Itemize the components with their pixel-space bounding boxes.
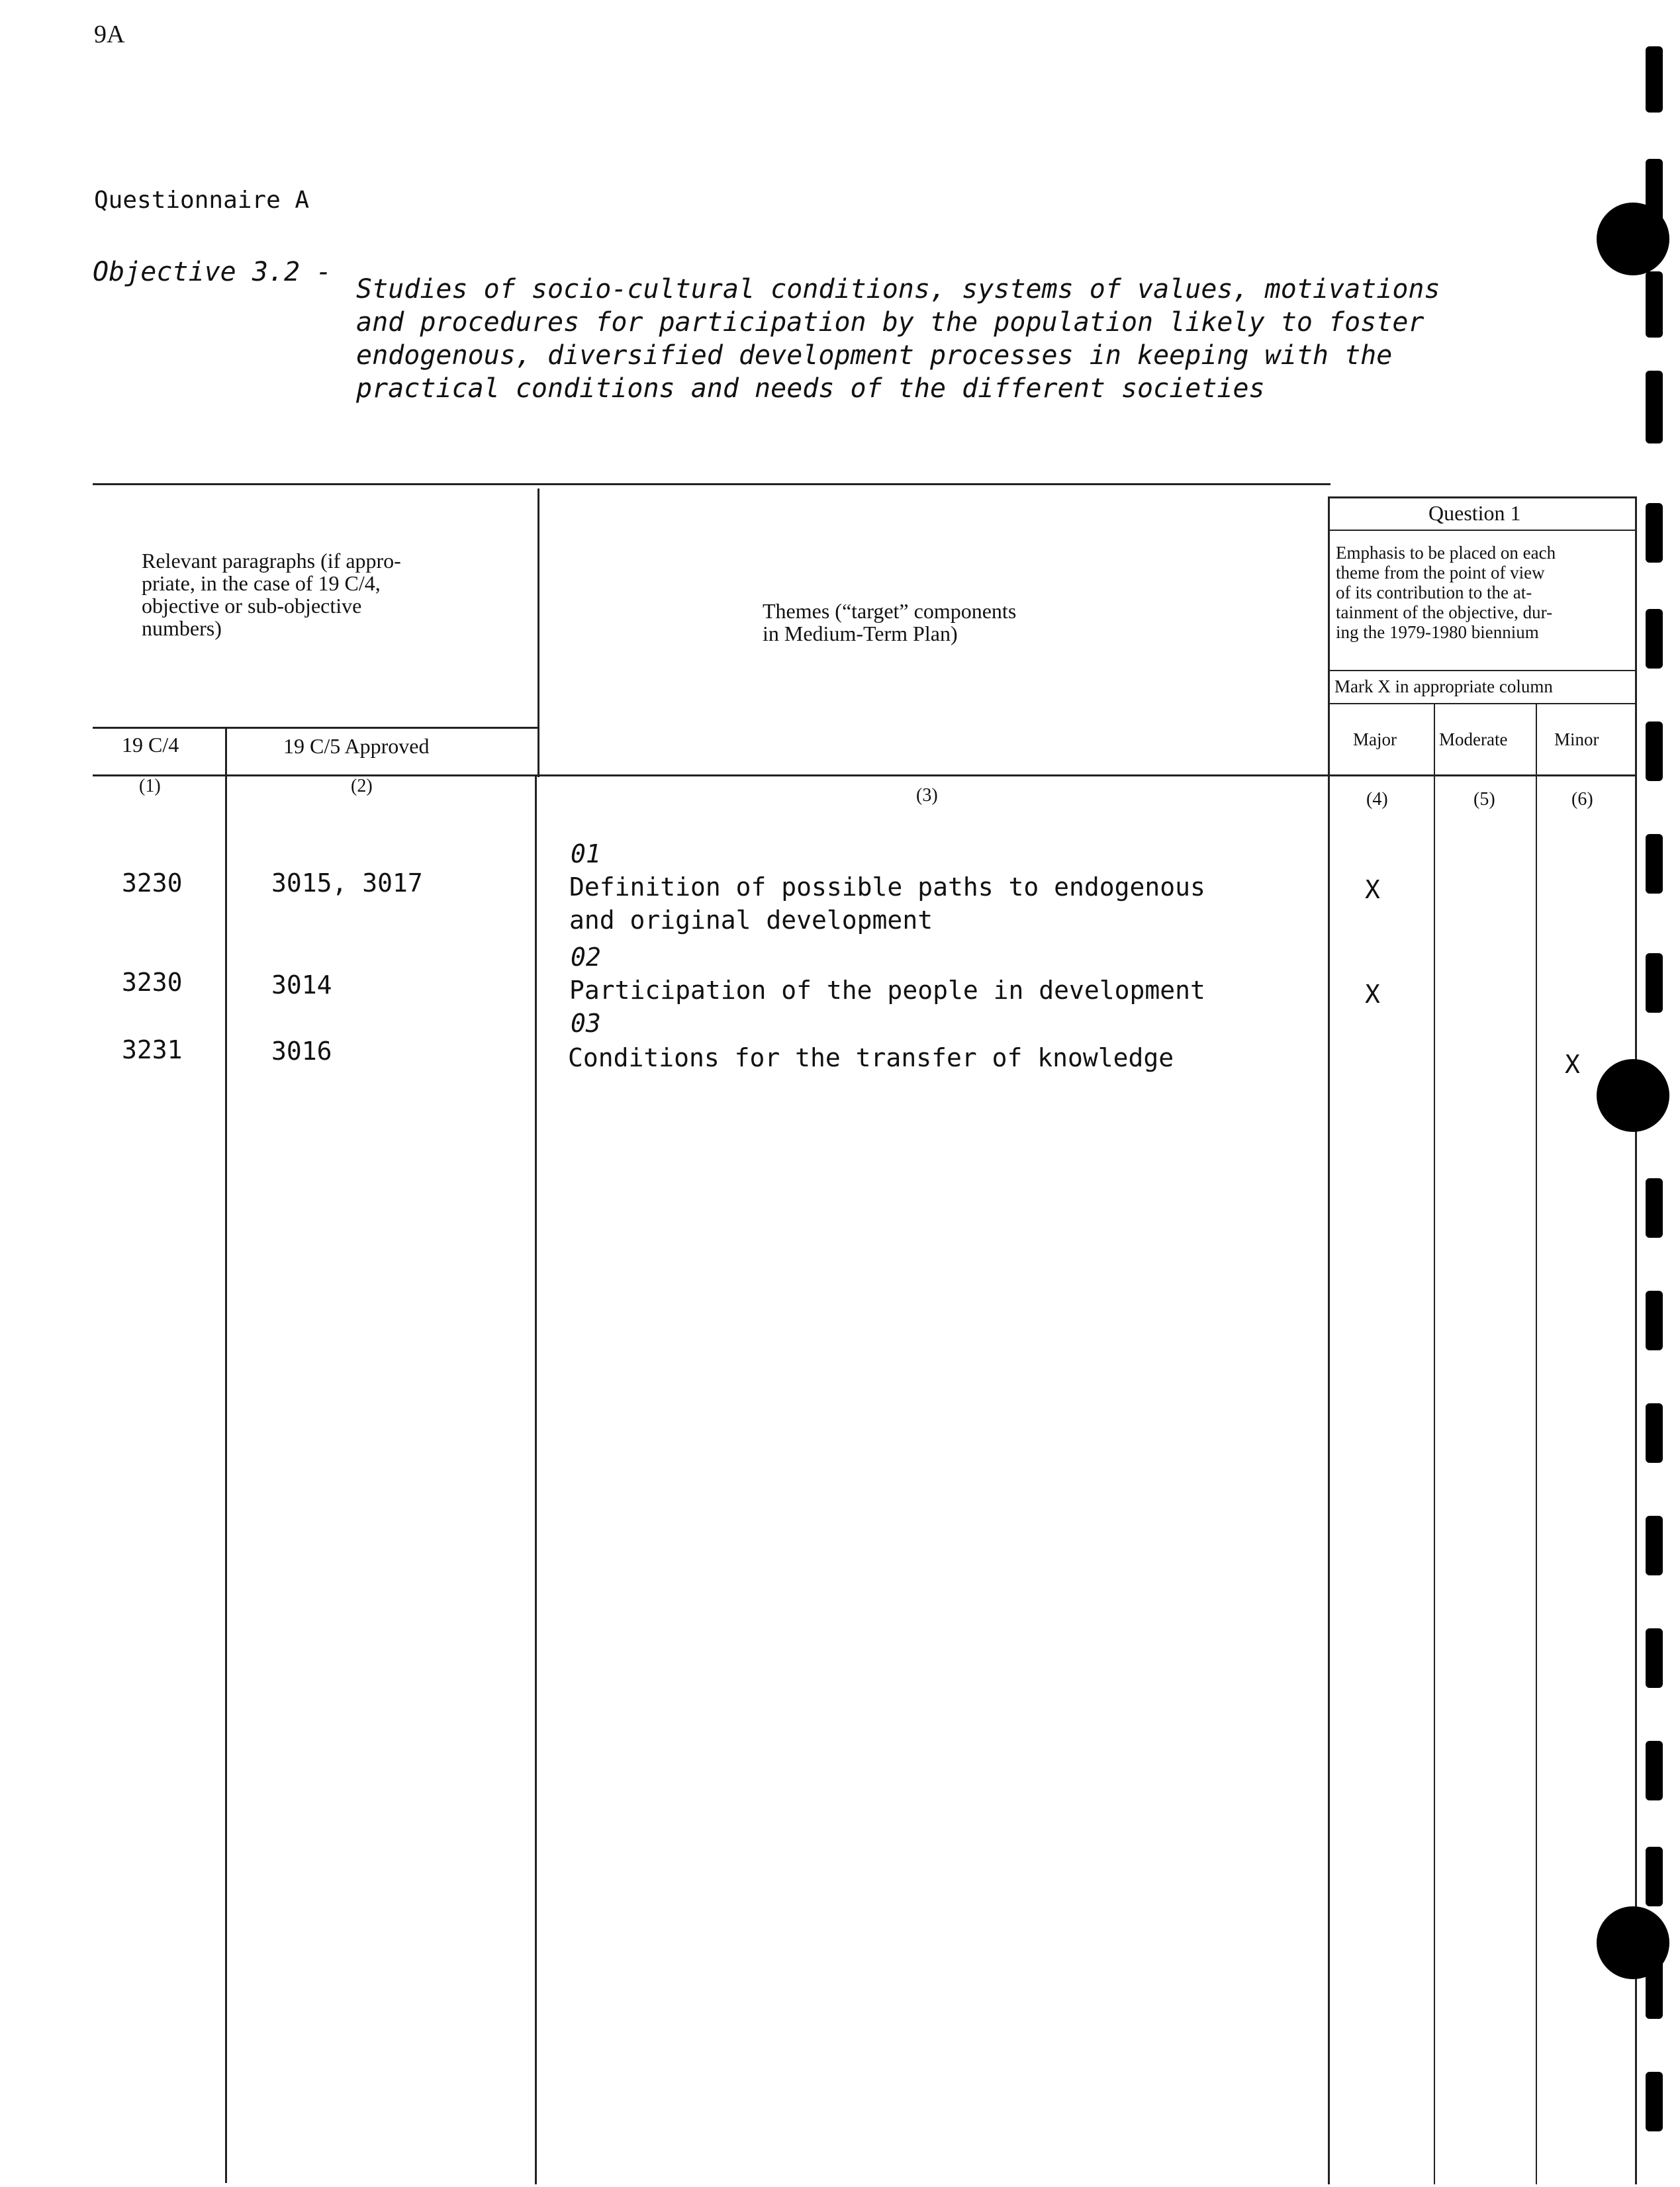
objective-line: practical conditions and needs of the different societies bbox=[356, 373, 1265, 404]
questionnaire-title: Questionnaire A bbox=[94, 187, 310, 214]
column-divider bbox=[1434, 703, 1435, 2184]
column-number: (2) bbox=[351, 776, 373, 796]
column-number: (3) bbox=[916, 785, 938, 806]
mark-minor: X bbox=[1565, 1050, 1580, 1079]
binding-mark bbox=[1646, 1847, 1663, 1906]
objective-description bbox=[356, 273, 1521, 405]
column-divider bbox=[1328, 496, 1330, 2184]
objective-label: Objective 3.2 - bbox=[93, 257, 332, 287]
theme-text: Participation of the people in development bbox=[569, 976, 1205, 1005]
cell-19c4: 3230 bbox=[122, 968, 183, 997]
mark-major: X bbox=[1365, 980, 1380, 1009]
moderate-header: Moderate bbox=[1439, 729, 1508, 749]
column-divider bbox=[225, 727, 227, 2183]
emphasis-header bbox=[1336, 543, 1634, 642]
theme-number: 02 bbox=[571, 943, 601, 972]
cell-19c5: 3014 bbox=[271, 970, 332, 1000]
header-line: theme from the point of view bbox=[1336, 563, 1545, 582]
major-header: Major bbox=[1353, 729, 1397, 749]
column-number: (5) bbox=[1473, 789, 1495, 810]
question-header: Question 1 bbox=[1428, 501, 1521, 525]
header-line: in Medium-Term Plan) bbox=[763, 622, 958, 645]
col-19c5-header: 19 C/5 Approved bbox=[283, 734, 430, 758]
binding-mark bbox=[1646, 1178, 1663, 1238]
binding-mark bbox=[1646, 1741, 1663, 1800]
header-line: numbers) bbox=[142, 616, 222, 640]
theme-text: and original development bbox=[569, 906, 933, 935]
theme-text: Conditions for the transfer of knowledge bbox=[568, 1043, 1174, 1072]
header-line: of its contribution to the at- bbox=[1336, 582, 1532, 602]
header-line: tainment of the objective, dur- bbox=[1336, 602, 1553, 622]
binding-mark bbox=[1646, 2072, 1663, 2131]
column-divider bbox=[1536, 703, 1537, 2184]
col-19c4-header: 19 C/4 bbox=[122, 733, 179, 757]
table-top-border bbox=[93, 483, 1330, 485]
cell-19c4: 3231 bbox=[122, 1035, 183, 1064]
header-line: Themes (“target” components bbox=[763, 599, 1017, 623]
relevant-paragraphs-header bbox=[142, 549, 512, 639]
binding-mark bbox=[1646, 271, 1663, 338]
binding-mark bbox=[1646, 46, 1663, 113]
mark-divider bbox=[1329, 703, 1636, 704]
objective-line: endogenous, diversified development processes in keeping with the bbox=[356, 340, 1393, 371]
theme-text: Definition of possible paths to endogenous bbox=[569, 872, 1205, 902]
question-title-divider bbox=[1329, 530, 1636, 531]
column-number: (6) bbox=[1571, 789, 1593, 810]
binding-mark bbox=[1646, 1291, 1663, 1350]
binding-hole bbox=[1597, 203, 1669, 275]
header-bottom-border bbox=[93, 774, 1636, 776]
binding-mark bbox=[1646, 1628, 1663, 1688]
binding-mark bbox=[1646, 371, 1663, 443]
binding-mark bbox=[1646, 953, 1663, 1013]
theme-number: 03 bbox=[571, 1009, 601, 1038]
themes-header bbox=[763, 600, 1160, 645]
objective-line: Studies of socio-cultural conditions, systems of values, motivations bbox=[356, 274, 1440, 304]
header-line: Relevant paragraphs (if appro- bbox=[142, 549, 401, 573]
binding-mark bbox=[1646, 1959, 1663, 2019]
mark-instruction: Mark X in appropriate column bbox=[1334, 676, 1553, 696]
binding-mark bbox=[1646, 1516, 1663, 1575]
column-divider bbox=[535, 774, 537, 2184]
cell-19c5: 3015, 3017 bbox=[271, 868, 423, 898]
theme-number: 01 bbox=[571, 839, 601, 868]
binding-hole bbox=[1597, 1059, 1669, 1132]
emphasis-divider bbox=[1329, 670, 1636, 671]
binding-mark bbox=[1646, 503, 1663, 563]
header-line: Emphasis to be placed on each bbox=[1336, 543, 1556, 563]
mark-major: X bbox=[1365, 875, 1380, 904]
column-number: (4) bbox=[1366, 789, 1388, 810]
header-line: priate, in the case of 19 C/4, bbox=[142, 571, 381, 595]
column-number: (1) bbox=[139, 776, 161, 796]
header-line: ing the 1979-1980 biennium bbox=[1336, 622, 1539, 642]
binding-mark bbox=[1646, 1403, 1663, 1463]
binding-mark bbox=[1646, 834, 1663, 894]
question-box-top bbox=[1329, 496, 1636, 498]
paragraphs-divider bbox=[93, 727, 537, 729]
page-number: 9A bbox=[94, 21, 125, 48]
minor-header: Minor bbox=[1554, 729, 1599, 749]
objective-line: and procedures for participation by the population likely to foster bbox=[356, 307, 1424, 338]
column-divider bbox=[537, 489, 539, 777]
cell-19c5: 3016 bbox=[271, 1037, 332, 1066]
cell-19c4: 3230 bbox=[122, 868, 183, 898]
binding-mark bbox=[1646, 721, 1663, 781]
header-line: objective or sub-objective bbox=[142, 594, 362, 618]
binding-mark bbox=[1646, 609, 1663, 669]
